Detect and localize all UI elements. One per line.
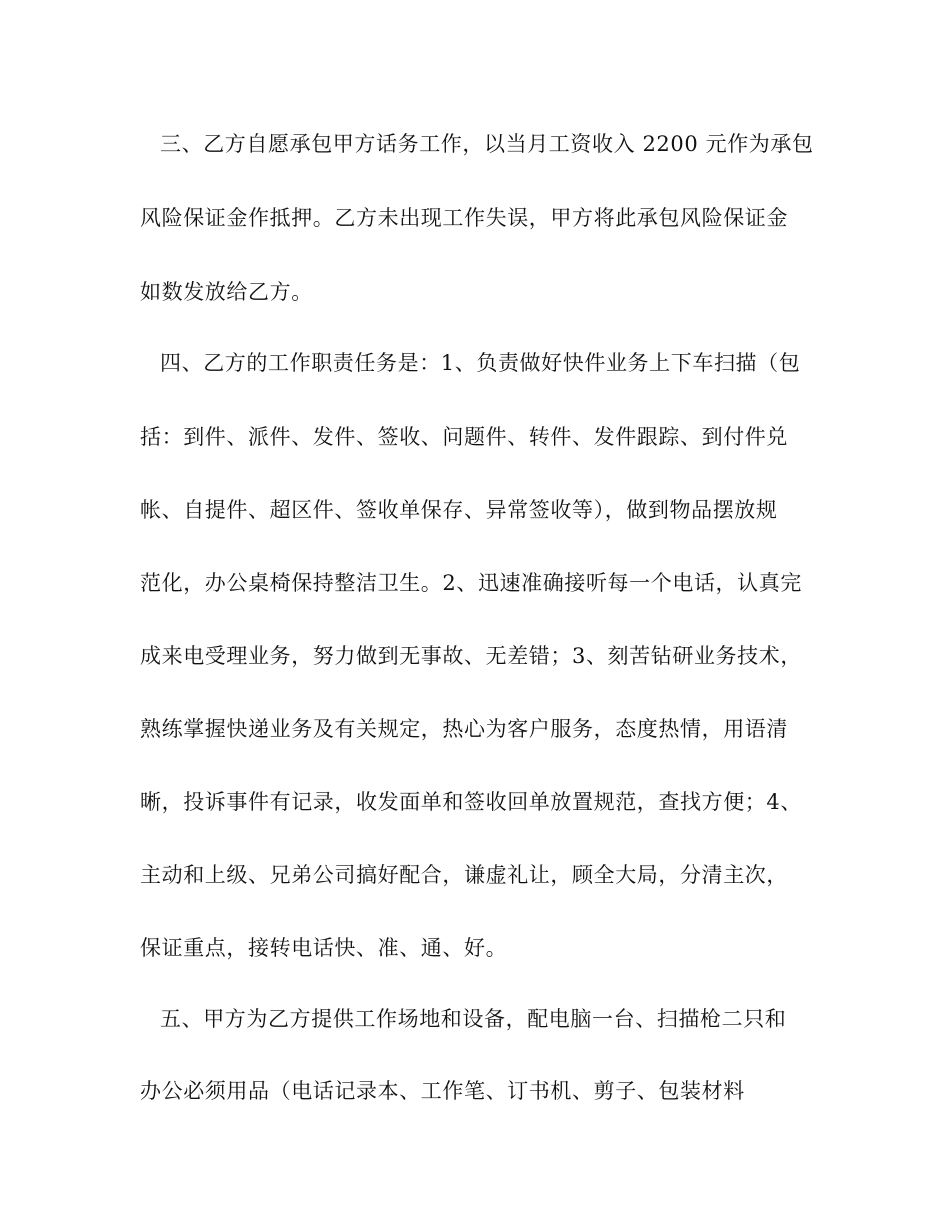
clause-4-line-2: 括：到件、派件、发件、签收、问题件、转件、发件跟踪、到付件兑 xyxy=(140,425,788,449)
clause-4-line-4: 范化，办公桌椅保持整洁卫生。2、迅速准确接听每一个电话，认真完 xyxy=(140,571,802,595)
clause-3-line-2: 风险保证金作抵押。乙方未出现工作失误，甲方将此承包风险保证金 xyxy=(140,206,788,230)
clause-3-line-3: 如数发放给乙方。 xyxy=(140,280,313,304)
clause-3-line-1: 三、乙方自愿承包甲方话务工作，以当月工资收入 2200 元作为承包 xyxy=(160,132,814,156)
clause-4-line-3: 帐、自提件、超区件、签收单保存、异常签收等），做到物品摆放规 xyxy=(140,498,778,522)
clause-5-line-2: 办公必须用品（电话记录本、工作笔、订书机、剪子、包装材料 xyxy=(140,1079,745,1103)
clause-5-line-1: 五、甲方为乙方提供工作场地和设备，配电脑一台、扫描枪二只和 xyxy=(160,1007,787,1031)
clause-4-line-6: 熟练掌握快递业务及有关规定，热心为客户服务，态度热情，用语清 xyxy=(140,717,788,741)
clause-4-line-7: 晰，投诉事件有记录，收发面单和签收回单放置规范，查找方便；4、 xyxy=(140,790,802,814)
clause-4-line-1: 四、乙方的工作职责任务是：1、负责做好快件业务上下车扫描（包 xyxy=(160,351,801,375)
clause-4-line-5: 成来电受理业务，努力做到无事故、无差错；3、刻苦钻研业务技术， xyxy=(140,644,802,668)
clause-4-line-8: 主动和上级、兄弟公司搞好配合，谦虚礼让，顾全大局，分清主次， xyxy=(140,863,788,887)
clause-4-line-9: 保证重点，接转电话快、准、通、好。 xyxy=(140,936,508,960)
